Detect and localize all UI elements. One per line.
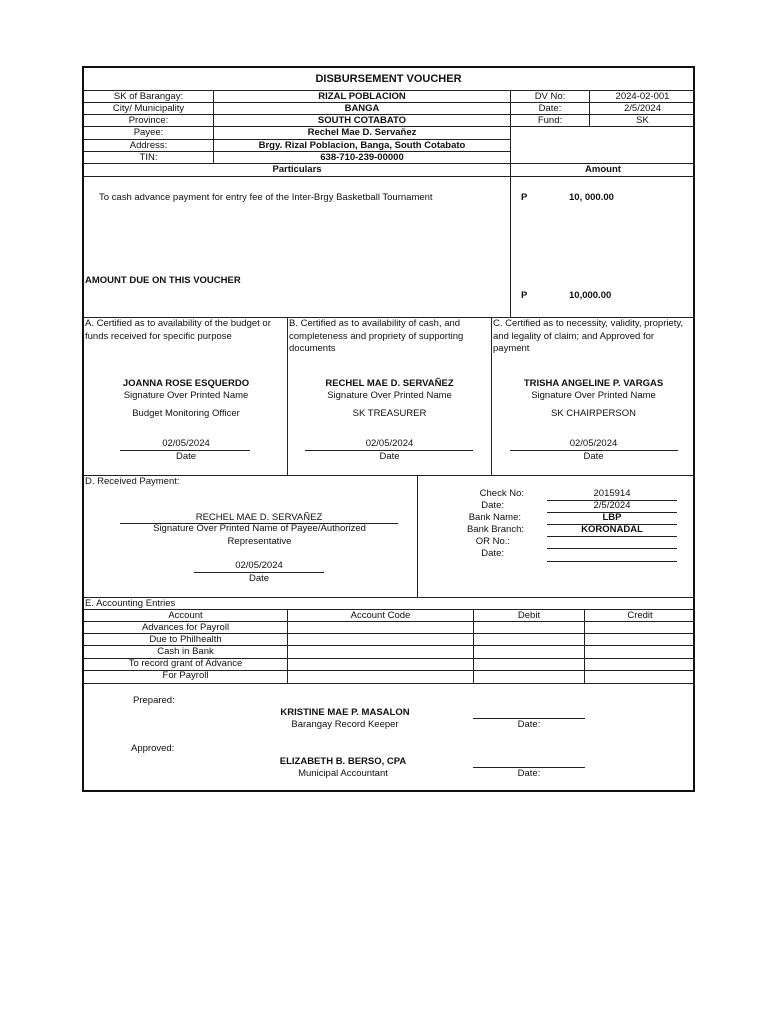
cert-b-date: 02/05/2024 xyxy=(365,438,414,449)
dv-no-value: 2024-02-001 xyxy=(615,91,670,102)
bank-name-label: Bank Name: xyxy=(468,512,521,523)
prepared-name: KRISTINE MAE P. MASALON xyxy=(280,707,410,718)
divider xyxy=(84,176,695,177)
municipality-value: BANGA xyxy=(344,103,380,114)
cert-c-position: SK CHAIRPERSON xyxy=(551,408,636,419)
received-label: D. Received Payment: xyxy=(85,476,180,487)
municipality-label: City/ Municipality xyxy=(112,103,185,114)
table-row: For Payroll xyxy=(162,670,209,681)
amount-due-value: 10,000.00 xyxy=(569,290,612,301)
col-credit: Credit xyxy=(627,610,653,621)
divider xyxy=(547,536,677,537)
voucher-title: DISBURSEMENT VOUCHER xyxy=(315,73,462,85)
approved-title: Municipal Accountant xyxy=(298,768,388,779)
accounting-label: E. Accounting Entries xyxy=(85,598,176,609)
fund-value: SK xyxy=(636,115,649,126)
sk-barangay-label: SK of Barangay: xyxy=(113,91,184,102)
approved-label: Approved: xyxy=(131,743,175,754)
cert-b-name: RECHEL MAE D. SERVAÑEZ xyxy=(325,378,454,389)
cert-a-date-label: Date xyxy=(175,451,197,462)
amount-value: 10, 000.00 xyxy=(569,192,614,203)
bank-branch-value: KORONADAL xyxy=(581,524,643,535)
or-no-label: OR No.: xyxy=(475,536,510,547)
cert-b-caption: Signature Over Printed Name xyxy=(327,390,452,401)
payee-label: Payee: xyxy=(133,127,164,138)
amount-due-currency: P xyxy=(521,290,528,301)
check-no-label: Check No: xyxy=(479,488,524,499)
payee-value: Rechel Mae D. Servañez xyxy=(307,127,417,138)
cert-a-text: A. Certified as to availability of the budget or funds received for specific purpose xyxy=(85,318,271,342)
cert-b-text: B. Certified as to availability of cash, and completeness and propriety of supporting documents xyxy=(289,318,464,354)
cert-c-text: C. Certified as to necessity, validity, propriety, and legality of claim; and Approved for payment xyxy=(493,318,684,354)
amount-header: Amount xyxy=(585,164,621,175)
province-label: Province: xyxy=(128,115,169,126)
cert-c-date-label: Date xyxy=(583,451,604,462)
dv-no-label: DV No: xyxy=(534,91,566,102)
payee-name: RECHEL MAE D. SERVAÑEZ xyxy=(195,512,323,523)
cert-c-name: TRISHA ANGELINE P. VARGAS xyxy=(523,378,664,389)
sk-barangay-value: RIZAL POBLACION xyxy=(318,91,406,102)
prepared-title: Barangay Record Keeper xyxy=(291,719,399,730)
cert-a-date: 02/05/2024 xyxy=(162,438,210,449)
address-value: Brgy. Rizal Poblacion, Banga, South Cotabato xyxy=(258,140,466,151)
address-label: Address: xyxy=(129,140,168,151)
amount-currency: P xyxy=(521,192,528,203)
table-row: Due to Philhealth xyxy=(149,634,222,645)
approved-name: ELIZABETH B. BERSO, CPA xyxy=(279,756,407,767)
or-date-label: Date: xyxy=(481,548,504,559)
province-value: SOUTH COTABATO xyxy=(317,115,407,126)
check-no-value: 2015914 xyxy=(593,488,631,499)
table-row: Advances for Payroll xyxy=(141,622,230,633)
cert-b-position: SK TREASURER xyxy=(352,408,427,419)
cert-b-date-label: Date xyxy=(379,451,400,462)
dv-date-label: Date: xyxy=(538,103,562,114)
bank-branch-label: Bank Branch: xyxy=(466,524,524,535)
received-date-label: Date xyxy=(248,573,270,584)
divider xyxy=(547,548,677,549)
payee-caption-1: Signature Over Printed Name of Payee/Authorized xyxy=(153,523,366,534)
cert-a-caption: Signature Over Printed Name xyxy=(123,390,249,401)
table-row: To record grant of Advance xyxy=(128,658,243,669)
check-date-label: Date: xyxy=(481,500,504,511)
particulars-header: Particulars xyxy=(272,164,322,175)
particulars-text: To cash advance payment for entry fee of the Inter-Brgy Basketball Tournament xyxy=(99,192,433,203)
divider xyxy=(84,683,695,684)
fund-label: Fund: xyxy=(537,115,563,126)
dv-date-value: 2/5/2024 xyxy=(624,103,661,114)
amount-due-label: AMOUNT DUE ON THIS VOUCHER xyxy=(85,275,241,286)
check-date-value: 2/5/2024 xyxy=(593,500,631,511)
approved-date-label: Date: xyxy=(517,768,541,779)
bank-name-value: LBP xyxy=(602,512,622,523)
payee-caption-2: Representative xyxy=(227,536,292,547)
tin-value: 638-710-239-00000 xyxy=(320,152,404,163)
received-date: 02/05/2024 xyxy=(235,560,283,571)
cert-a-name: JOANNA ROSE ESQUERDO xyxy=(122,378,250,389)
cert-c-caption: Signature Over Printed Name xyxy=(531,390,656,401)
table-row: Cash in Bank xyxy=(157,646,214,657)
divider xyxy=(547,561,677,562)
prepared-date-label: Date: xyxy=(517,719,541,730)
tin-label: TIN: xyxy=(139,152,158,163)
prepared-label: Prepared: xyxy=(133,695,175,706)
cert-a-position: Budget Monitoring Officer xyxy=(132,408,240,419)
col-account: Account xyxy=(168,610,203,621)
divider xyxy=(84,597,695,598)
cert-c-date: 02/05/2024 xyxy=(569,438,618,449)
col-account-code: Account Code xyxy=(350,610,411,621)
col-debit: Debit xyxy=(517,610,541,621)
